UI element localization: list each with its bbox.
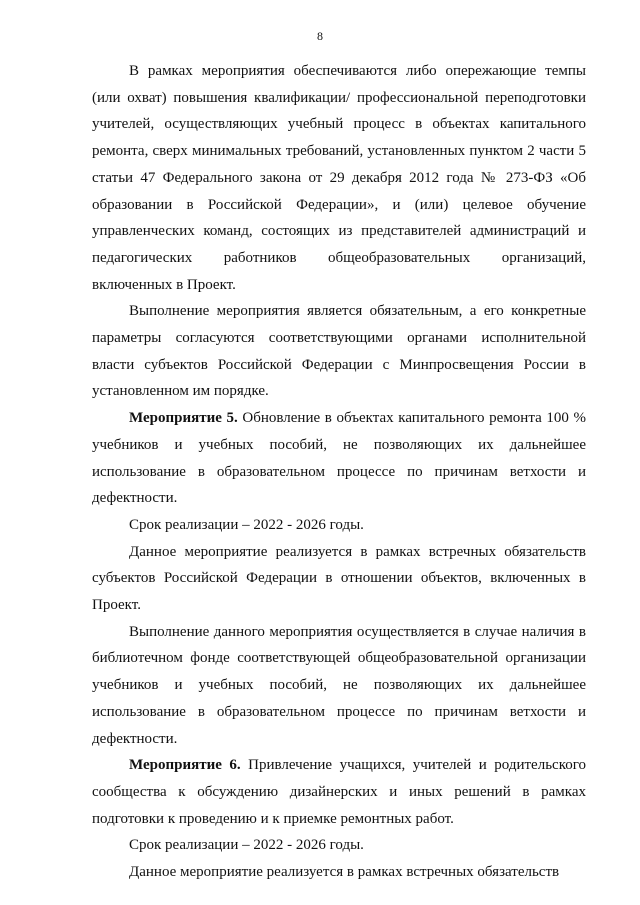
measure-5-title: Мероприятие 5. (129, 410, 238, 427)
measure-6-term: Срок реализации – 2022 - 2026 годы. (129, 837, 364, 854)
paragraph-obligatory: Выполнение мероприятия является обязательным, а его конкретные параметры согласуются соответствующими органами исполнительной власти субъектов Российской Федерации с Минпросвещения России в установленном им порядке. (92, 303, 586, 400)
measure-5-obligations: Данное мероприятие реализуется в рамках встречных обязательств субъектов Российской Федерации в отношении объектов, включенных в Проект. (92, 543, 586, 614)
measure-5-paragraph (92, 405, 586, 512)
measure-6-text: Привлечение учащихся, учителей и родительского сообщества к обсуждению дизайнерских и иных решений в рамках подготовки к проведению и к приемке ремонтных работ. (92, 757, 586, 827)
page-number: 8 (317, 29, 323, 43)
measure-5-text: Обновление в объектах капитального ремонта 100 % учебников и учебных пособий, не позволяющих их дальнейшее использование в образовательном процессе по причинам ветхости и дефектности. (92, 410, 586, 507)
paragraph-training: В рамках мероприятия обеспечиваются либо опережающие темпы (или охват) повышения квалификации/ профессиональной переподготовки учителей, осуществляющих учебный процесс в объектах капитального ремонта, сверх минимальных требований, установленных пунктом 2 части 5 статьи 47 Федерального закона от 29 декабря 2012 года № 273-ФЗ «Об образовании в Российской Федерации», и (или) целевое обучение управленческих команд, состоящих из представителей администраций и педагогических работников общеобразовательных организаций, включенных в Проект. (92, 63, 586, 293)
measure-5-term: Срок реализации – 2022 - 2026 годы. (129, 516, 364, 533)
measure-6-paragraph (92, 752, 586, 832)
measure-6-title: Мероприятие 6. (129, 757, 241, 774)
measure-5-condition: Выполнение данного мероприятия осуществляется в случае наличия в библиотечном фонде соответствующей общеобразовательной организации учебников и учебных пособий, не позволяющих их дальнейшее использование в образовательном процессе по причинам ветхости и дефектности. (92, 623, 586, 747)
measure-6-obligations: Данное мероприятие реализуется в рамках встречных обязательств (129, 864, 560, 881)
document-body (92, 58, 586, 886)
